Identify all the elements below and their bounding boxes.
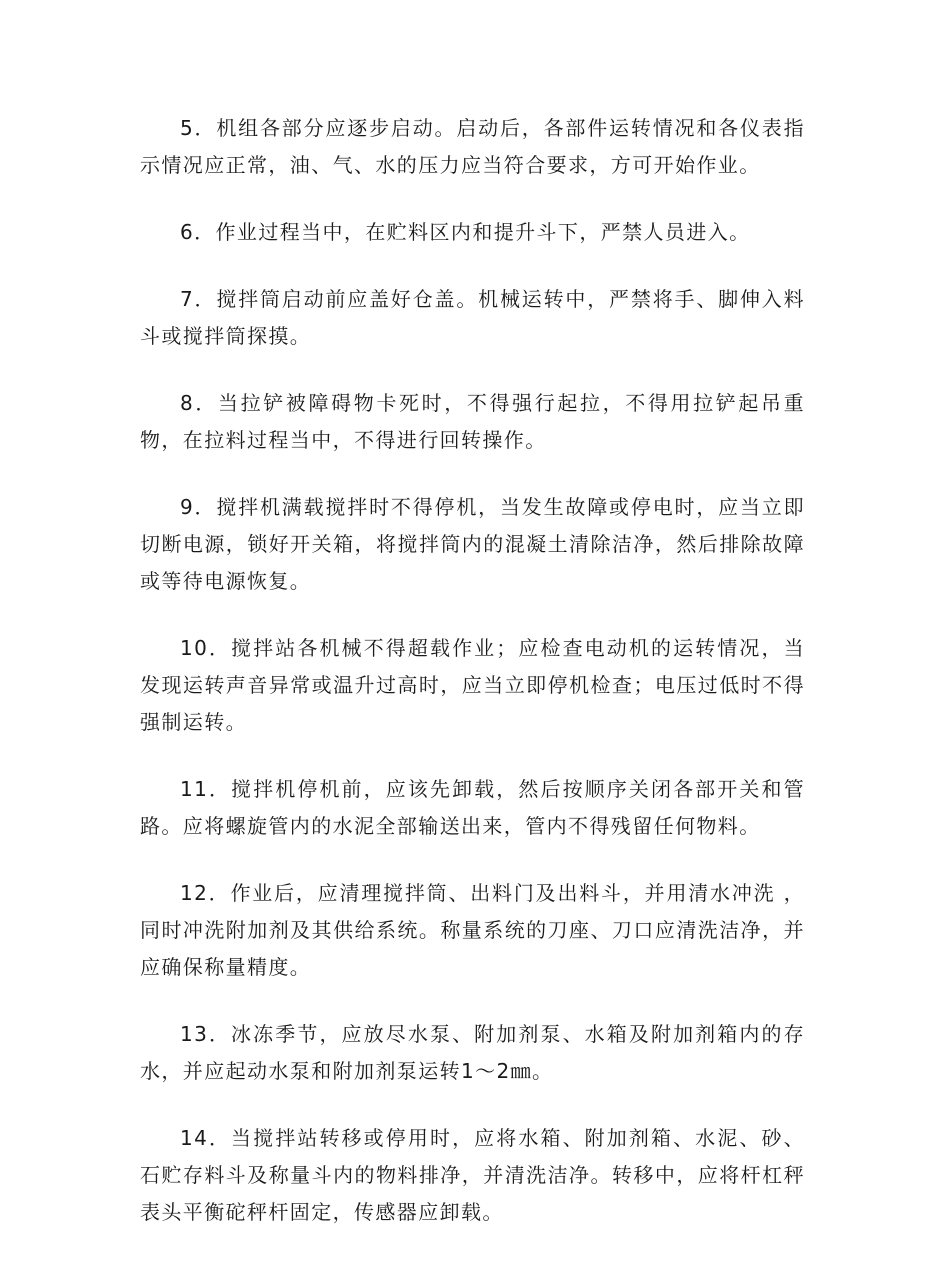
- paragraph-item-8: 8．当拉铲被障碍物卡死时，不得强行起拉，不得用拉铲起吊重物，在拉料过程当中，不得进行回转操作。: [140, 391, 805, 452]
- paragraph-item-13: 13．冰冻季节，应放尽水泵、附加剂泵、水箱及附加剂箱内的存水，并应起动水泵和附加剂泵运转1～2㎜。: [140, 1022, 805, 1083]
- paragraph-item-9: 9．搅拌机满载搅拌时不得停机，当发生故障或停电时，应当立即切断电源，锁好开关箱，将搅拌筒内的混凝土清除洁净，然后排除故障或等待电源恢复。: [140, 495, 805, 593]
- paragraph-item-14: 14．当搅拌站转移或停用时，应将水箱、附加剂箱、水泥、砂、石贮存料斗及称量斗内的物料排净，并清洗洁净。转移中，应将杆杠秤表头平衡砣秤杆固定，传感器应卸载。: [140, 1126, 805, 1224]
- paragraph-item-11: 11．搅拌机停机前，应该先卸载，然后按顺序关闭各部开关和管路。应将螺旋管内的水泥全部输送出来，管内不得残留任何物料。: [140, 777, 805, 838]
- paragraph-item-7: 7．搅拌筒启动前应盖好仓盖。机械运转中，严禁将手、脚伸入料斗或搅拌筒探摸。: [140, 287, 805, 348]
- paragraph-item-12: 12．作业后，应清理搅拌筒、出料门及出料斗，并用清水冲洗 ，同时冲洗附加剂及其供给系统。称量系统的刀座、刀口应清洗洁净，并应确保称量精度。: [140, 881, 805, 979]
- document-body: [140, 110, 805, 1261]
- paragraph-item-10: 10．搅拌站各机械不得超载作业；应检查电动机的运转情况，当发现运转声音异常或温升过高时，应当立即停机检查；电压过低时不得强制运转。: [140, 636, 805, 734]
- paragraph-item-5: 5．机组各部分应逐步启动。启动后，各部件运转情况和各仪表指示情况应正常，油、气、水的压力应当符合要求，方可开始作业。: [140, 116, 805, 177]
- paragraph-item-6: 6．作业过程当中，在贮料区内和提升斗下，严禁人员进入。: [180, 220, 751, 244]
